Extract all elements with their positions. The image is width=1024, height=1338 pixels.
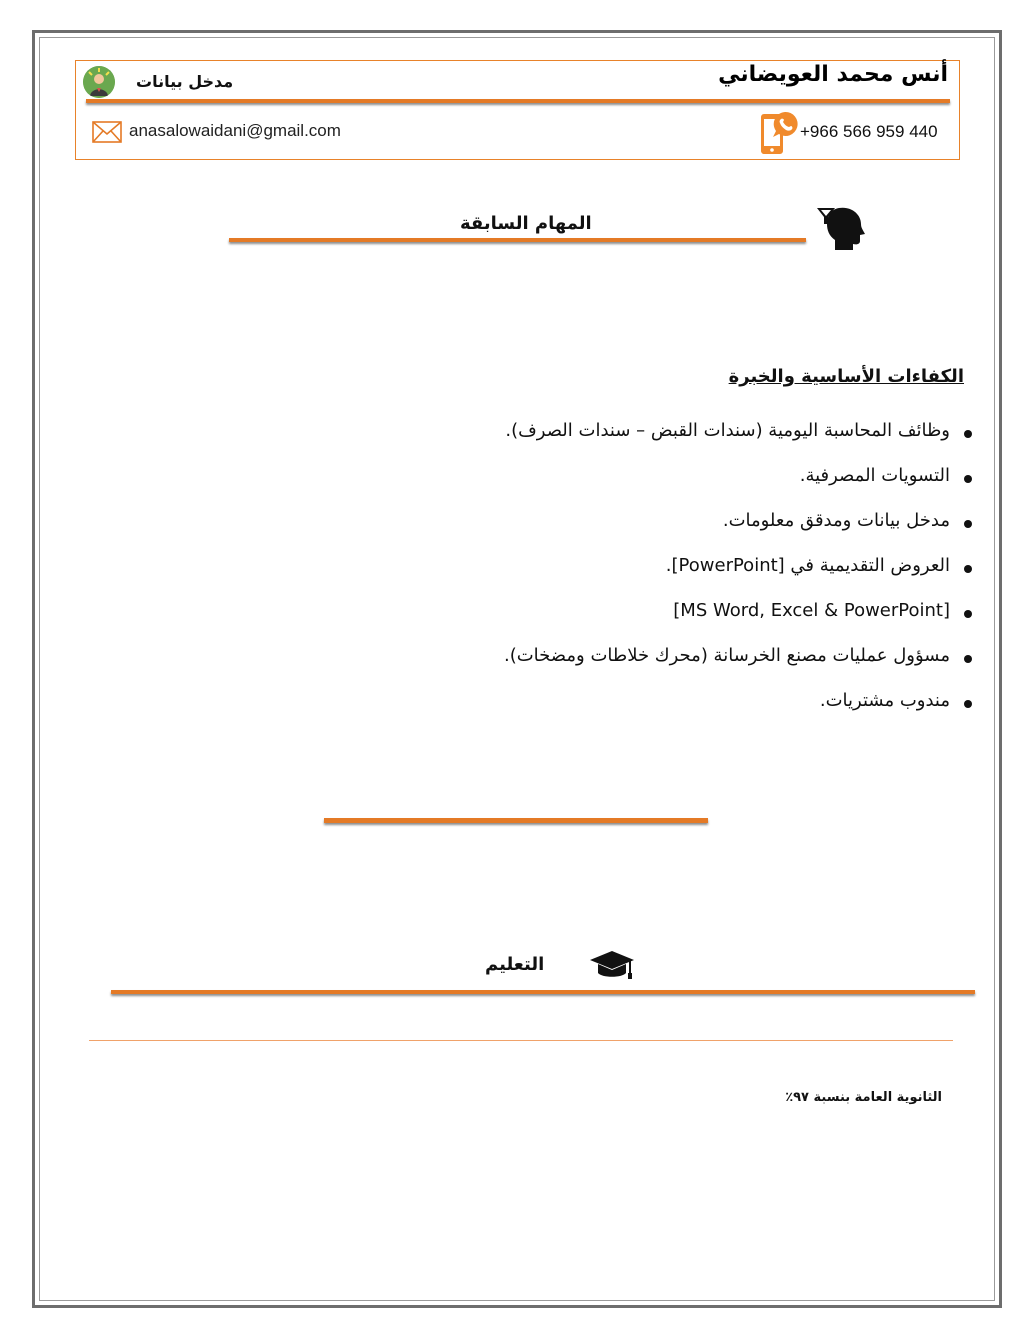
skills-list: [504, 420, 972, 735]
phone-number[interactable]: +966 566 959 440: [800, 122, 938, 141]
candidate-name: أنس محمد العويضاني: [718, 62, 948, 87]
skills-heading: الكفاءات الأساسية والخبرة: [728, 366, 964, 387]
skill-text: العروض التقديمية في [PowerPoint].: [665, 555, 950, 576]
envelope-icon: [92, 121, 122, 143]
header-divider: [86, 99, 950, 103]
skill-text: التسويات المصرفية.: [799, 465, 950, 486]
skill-text: وظائف المحاسبة اليومية (سندات القبض – سندات الصرف).: [505, 420, 950, 441]
list-item: [504, 465, 972, 510]
list-item: [504, 600, 972, 645]
job-title: مدخل بيانات: [136, 72, 234, 91]
person-avatar-icon: [83, 66, 115, 98]
education-divider: [111, 990, 975, 994]
list-item: [504, 555, 972, 600]
head-icon: [815, 204, 867, 250]
bullet-icon: [964, 430, 972, 438]
skill-text: [MS Word, Excel & PowerPoint]: [673, 600, 950, 621]
previous-tasks-divider: [229, 238, 806, 242]
list-item: [504, 645, 972, 690]
bullet-icon: [964, 565, 972, 573]
phone-icon: [759, 110, 799, 156]
education-entry: الثانوية العامة بنسبة ٩٧٪: [785, 1090, 942, 1105]
previous-tasks-title: المهام السابقة: [460, 213, 592, 234]
list-item: [504, 690, 972, 735]
graduation-cap-icon: [588, 948, 636, 982]
skill-text: مسؤول عمليات مصنع الخرسانة (محرك خلاطات ومضخات).: [503, 645, 950, 666]
list-item: [504, 510, 972, 555]
thin-divider: [89, 1040, 953, 1041]
skill-text: مندوب مشتريات.: [819, 690, 950, 711]
list-item: [504, 420, 972, 465]
bullet-icon: [964, 700, 972, 708]
bullet-icon: [964, 475, 972, 483]
bullet-icon: [964, 610, 972, 618]
bullet-icon: [964, 520, 972, 528]
skill-text: مدخل بيانات ومدقق معلومات.: [722, 510, 950, 531]
bullet-icon: [964, 655, 972, 663]
email-address[interactable]: anasalowaidani@gmail.com: [129, 121, 341, 140]
education-title: التعليم: [485, 954, 545, 975]
section-divider: [324, 818, 708, 823]
